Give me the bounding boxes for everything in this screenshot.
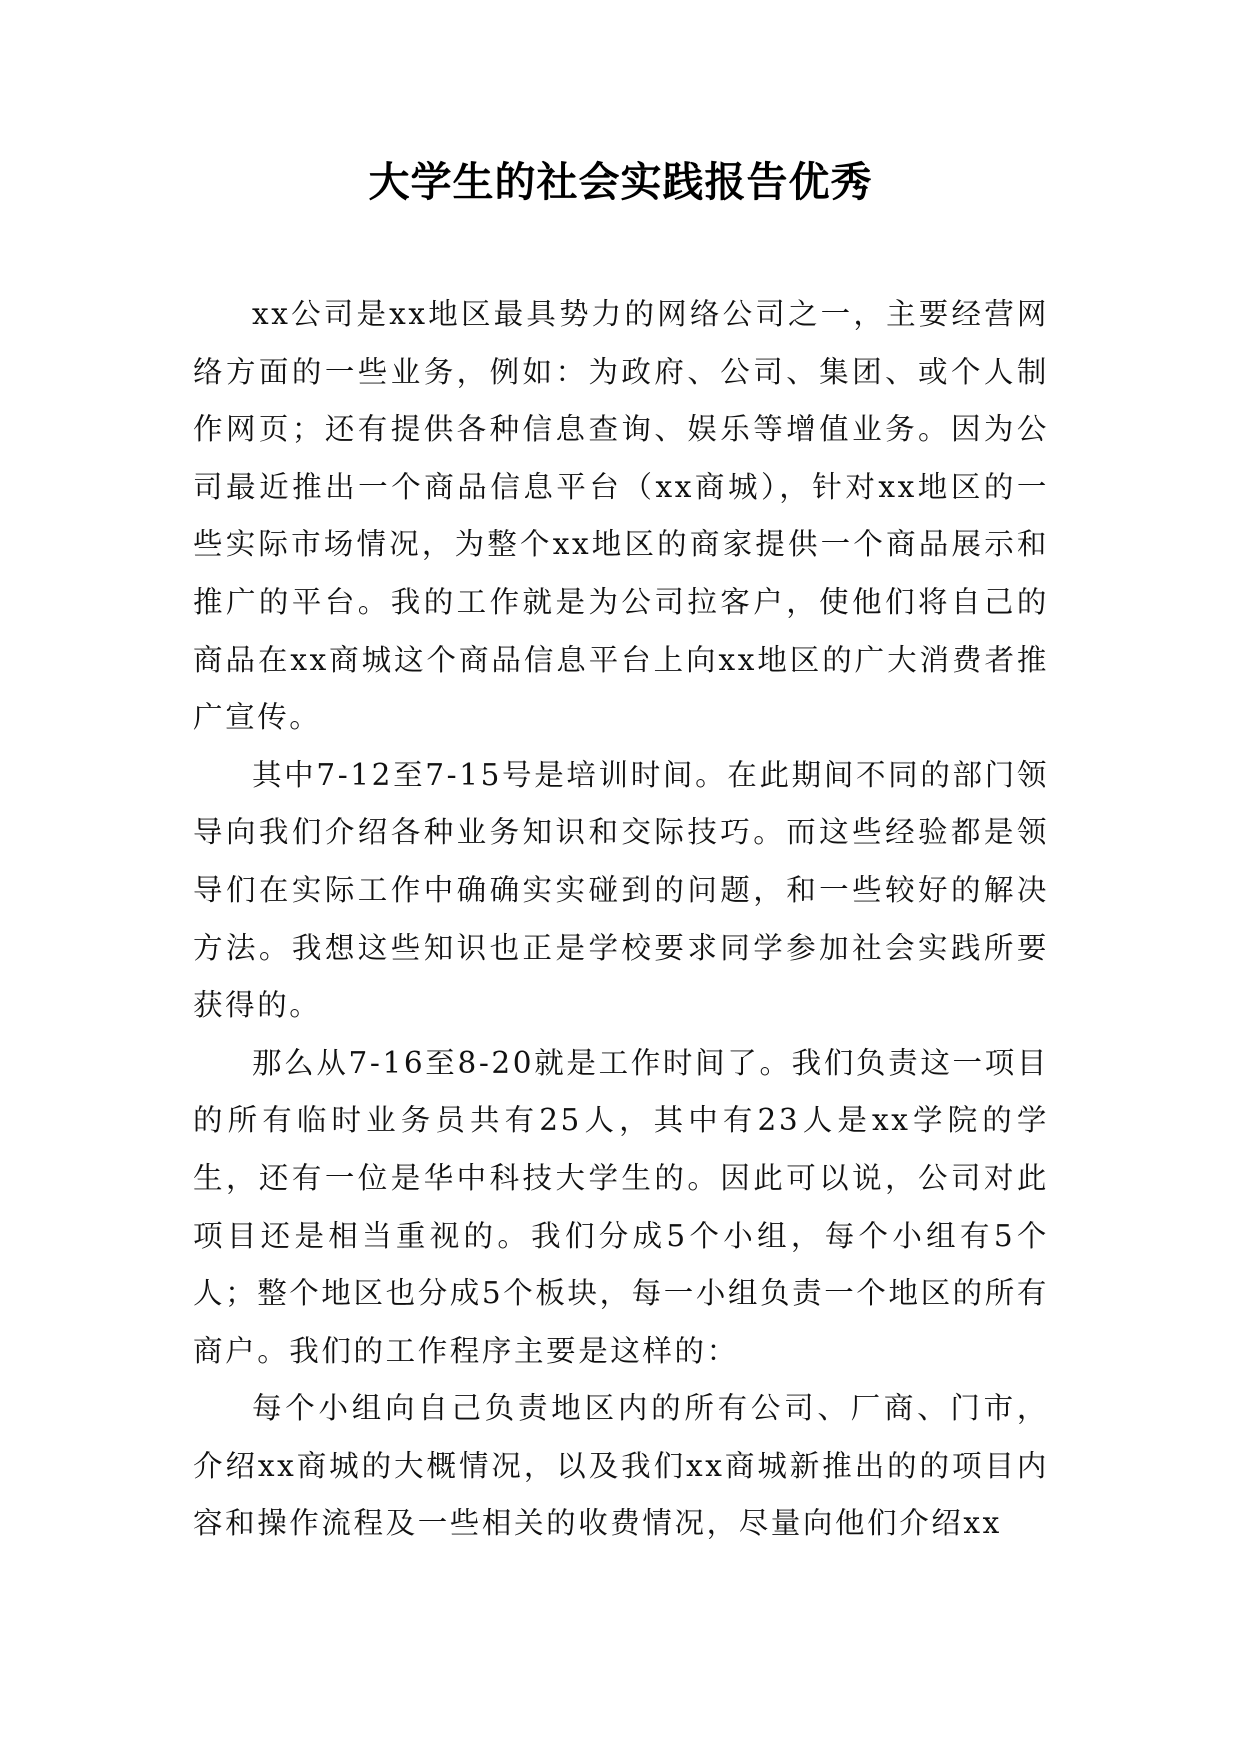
paragraph-4: 每个小组向自己负责地区内的所有公司、厂商、门市，介绍xx商城的大概情况，以及我们xx商城新推出的的项目内容和操作流程及一些相关的收费情况，尽量向他们介绍xx xyxy=(193,1391,1049,1541)
paragraph-3: 那么从7-16至8-20就是工作时间了。我们负责这一项目的所有临时业务员共有25人，其中有23人是xx学院的学生，还有一位是华中科技大学生的。因此可以说，公司对此项目还是相当重视的。我们分成5个小组，每个小组有5个人；整个地区也分成5个板块，每一小组负责一个地区的所有商户。我们的工作程序主要是这样的： xyxy=(193,1045,1049,1368)
paragraph-1: xx公司是xx地区最具势力的网络公司之一，主要经营网络方面的一些业务，例如：为政府、公司、集团、或个人制作网页；还有提供各种信息查询、娱乐等增值业务。因为公司最近推出一个商品信息平台（xx商城），针对xx地区的一些实际市场情况，为整个xx地区的商家提供一个商品展示和推广的平台。我的工作就是为公司拉客户，使他们将自己的商品在xx商城这个商品信息平台上向xx地区的广大消费者推广宣传。 xyxy=(193,297,1049,735)
document-title: 大学生的社会实践报告优秀 xyxy=(368,158,873,206)
paragraph-2: 其中7-12至7-15号是培训时间。在此期间不同的部门领导向我们介绍各种业务知识和交际技巧。而这些经验都是领导们在实际工作中确确实实碰到的问题，和一些较好的解决方法。我想这些知识也正是学校要求同学参加社会实践所要获得的。 xyxy=(193,757,1049,1023)
document-body xyxy=(193,286,1049,1553)
